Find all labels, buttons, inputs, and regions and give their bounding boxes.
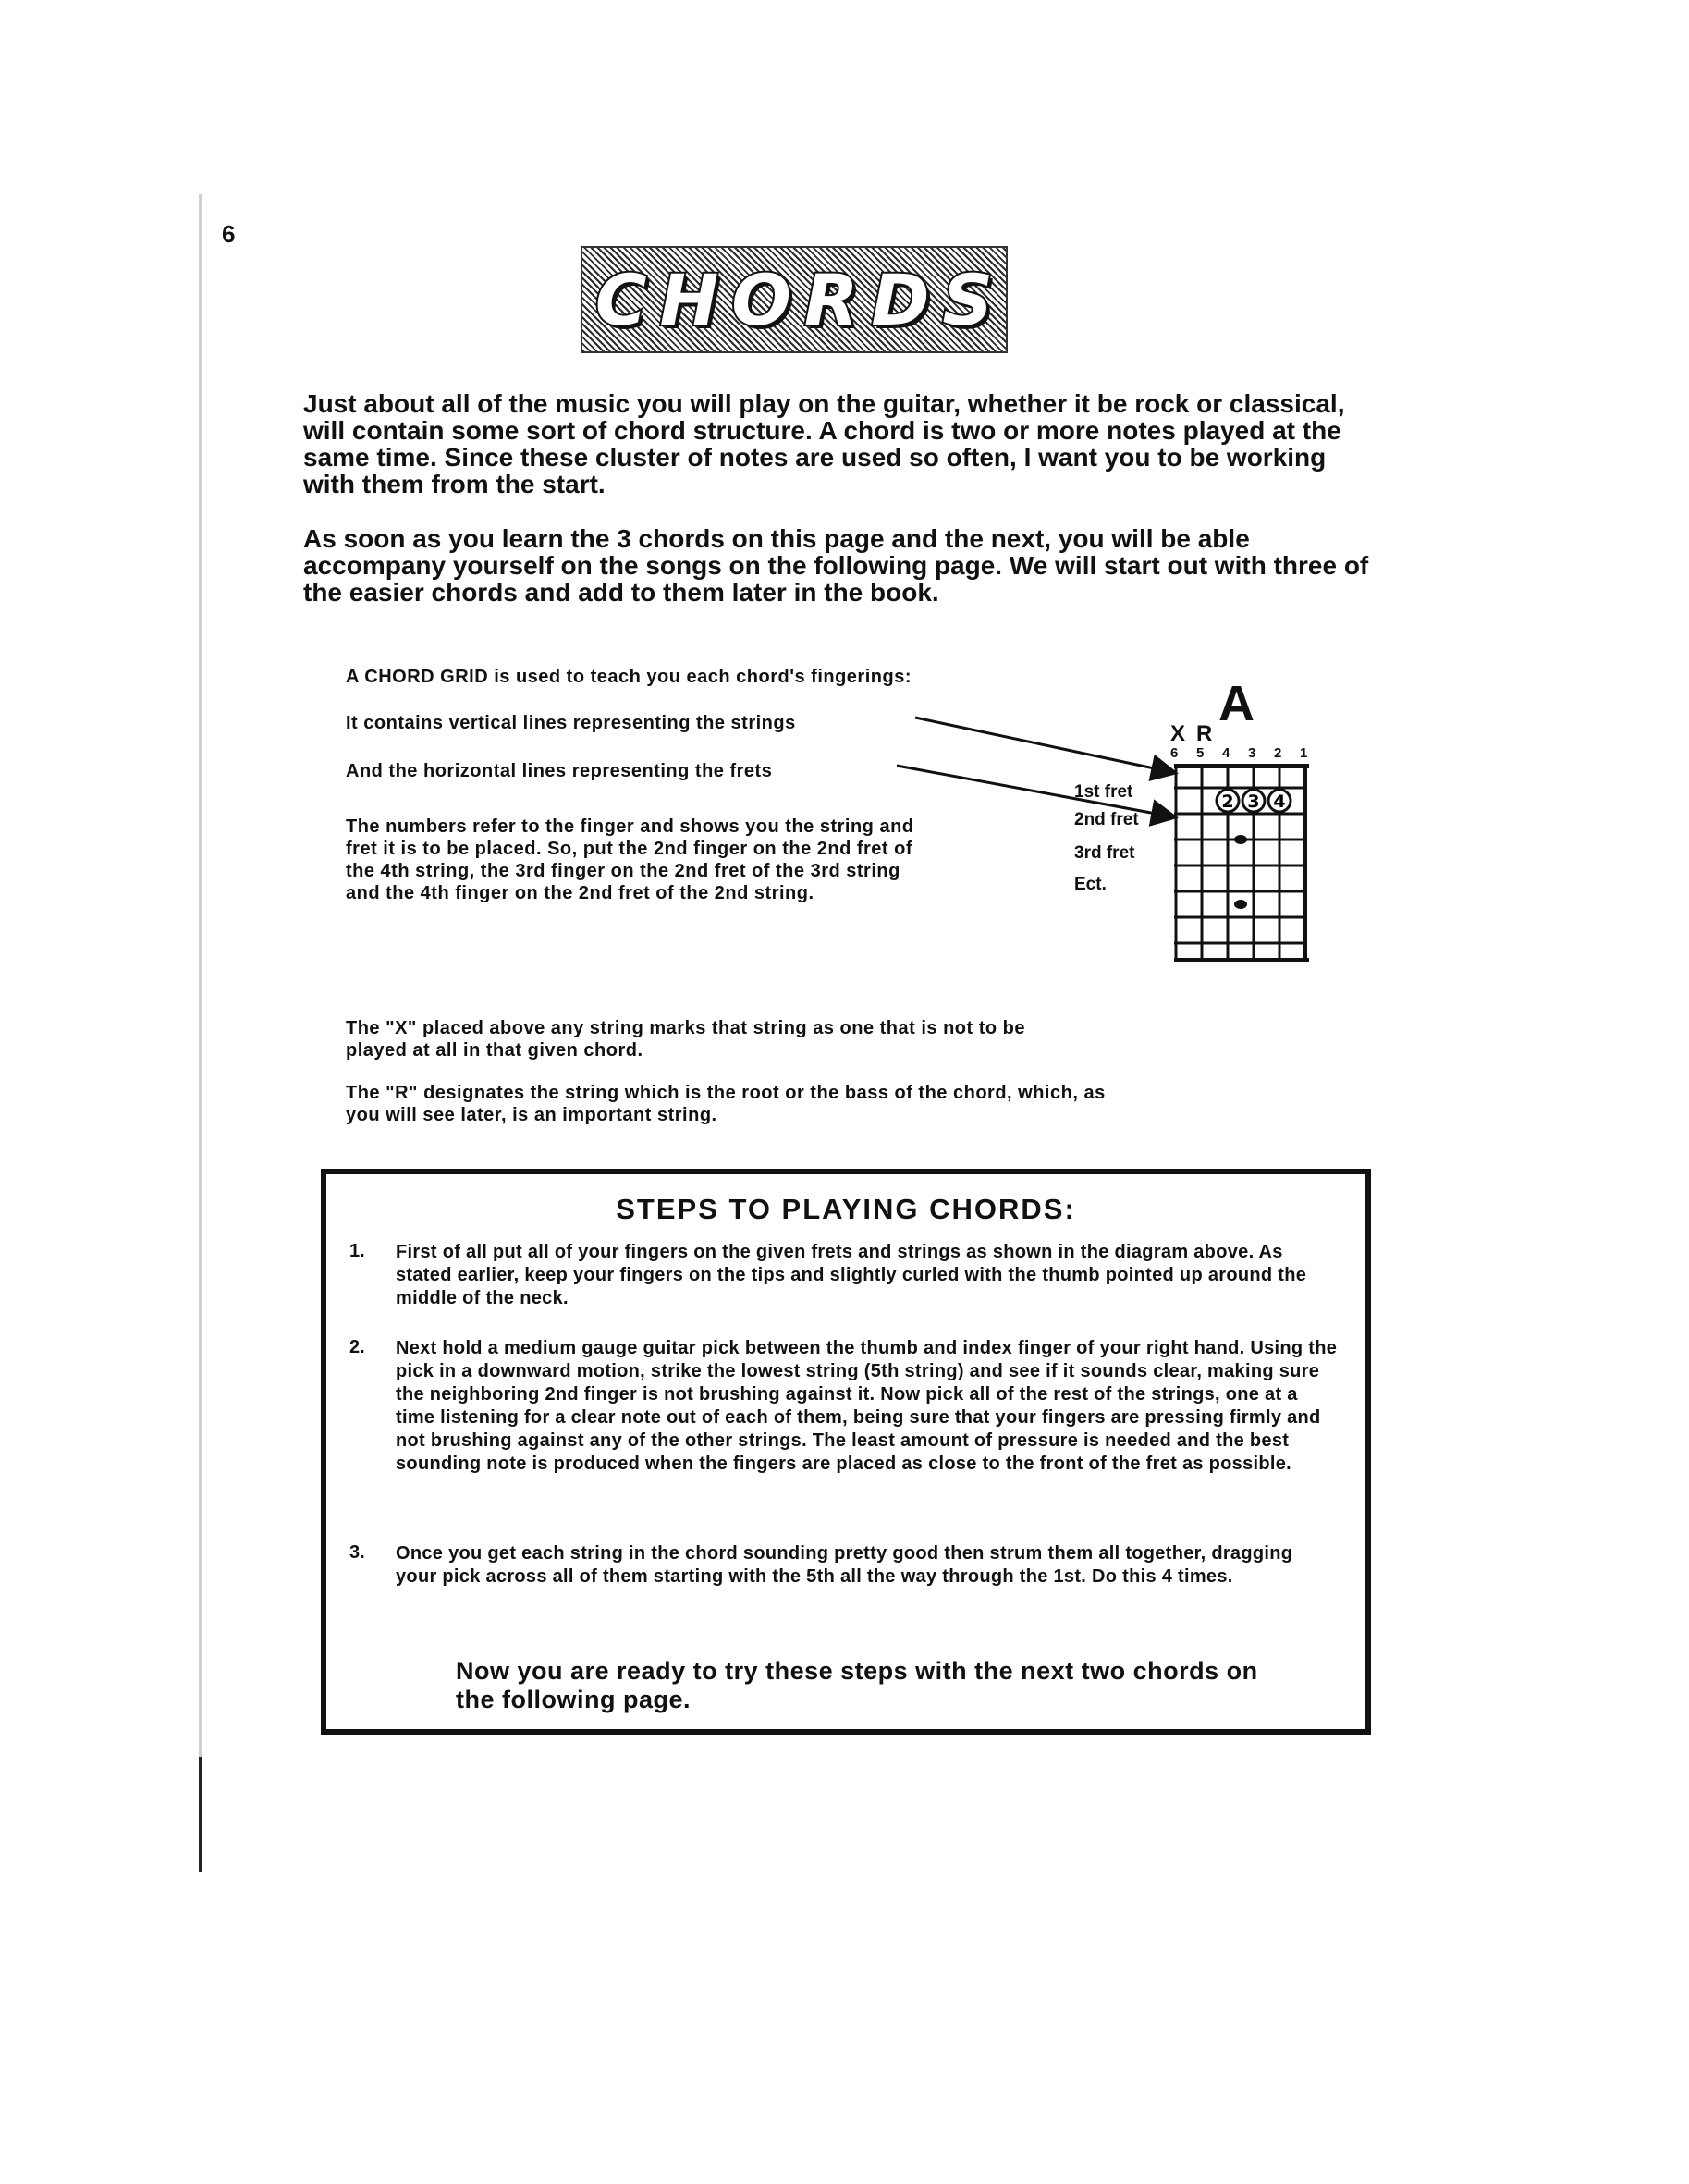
step-number: 2. xyxy=(349,1337,365,1357)
string-number-6: 6 xyxy=(1170,745,1179,761)
string-number-4: 4 xyxy=(1222,745,1230,761)
page-edge-shadow xyxy=(199,1757,202,1872)
muted-string-marker: X xyxy=(1170,721,1186,746)
intro-paragraph-2: As soon as you learn the 3 chords on this page and the next, you will be able accompany yourself on the songs on the following page. We will start out with three of the easier chords and add to them later in the book. xyxy=(303,524,1369,607)
closing-note: Now you are ready to try these steps with the next two chords on the following page. xyxy=(456,1657,1258,1713)
fret-label-1: 1st fret xyxy=(1074,782,1133,802)
finger-number-2: 2 xyxy=(1221,791,1234,812)
string-number-1: 1 xyxy=(1300,745,1308,761)
page-title: CHORDS xyxy=(594,258,1007,341)
strings-arrow xyxy=(915,718,1179,773)
step-text: Once you get each string in the chord sounding pretty good then strum them all together, dragging your pick across all of them starting with the 5th all the way through the 1st. Do this 4 times. xyxy=(396,1543,1293,1587)
steps-box xyxy=(321,1169,1371,1735)
step-text: First of all put all of your fingers on the given frets and strings as shown in the diagram above. As stated earlier, keep your fingers on the tips and slightly curled with the thumb pointed up around the middle of the neck. xyxy=(396,1242,1307,1308)
r-marker-explanation: The "R" designates the string which is the root or the bass of the chord, which, as you will see later, is an important string. xyxy=(346,1083,1106,1125)
fret-dot xyxy=(1234,835,1247,844)
grid-nut xyxy=(1174,764,1309,768)
step-number: 1. xyxy=(349,1241,365,1261)
intro-paragraph-1: Just about all of the music you will play on the guitar, whether it be rock or classical, will contain some sort of chord structure. A chord is two or more notes played at the same time. Since these cluster of notes are used so often, I want you to be working with them from the start. xyxy=(303,389,1345,498)
string-number-5: 5 xyxy=(1196,745,1205,761)
string-number-3: 3 xyxy=(1248,745,1256,761)
fret-label-etc: Ect. xyxy=(1074,875,1107,894)
frets-explanation: And the horizontal lines representing the frets xyxy=(346,761,773,781)
chord-grid-intro: A CHORD GRID is used to teach you each chord's fingerings: xyxy=(346,667,912,687)
chord-grid xyxy=(1174,764,1309,963)
step-number: 3. xyxy=(349,1542,365,1563)
finger-number-4: 4 xyxy=(1273,791,1286,812)
fret-label-2: 2nd fret xyxy=(1074,810,1139,829)
pointer-arrows xyxy=(0,0,1689,1017)
string-number-2: 2 xyxy=(1274,745,1282,761)
page-number: 6 xyxy=(222,220,236,248)
fret-dot xyxy=(1234,900,1247,909)
steps-title: STEPS TO PLAYING CHORDS: xyxy=(616,1193,1076,1225)
fret-label-3: 3rd fret xyxy=(1074,843,1135,863)
numbers-explanation: The numbers refer to the finger and shows you the string and fret it is to be placed. So, put the 2nd finger on the 2nd fret of the 4th string, the 3rd finger on the 2nd fret of the 3rd string and the 4th finger on the 2nd fret of the 2nd string. xyxy=(346,816,914,903)
chord-name: A xyxy=(1218,676,1255,731)
step-text: Next hold a medium gauge guitar pick between the thumb and index finger of your right hand. Using the pick in a downward motion, strike the lowest string (5th string) and see if it sounds clear, making sure the neighboring 2nd finger is not brushing against it. Now pick all of the rest of the strings, one at a time listening for a clear note out of each of them, being sure that your fingers are pressing firmly and not brushing against any of the other strings. The least amount of pressure is needed and the best sounding note is produced when the fingers are placed as close to the front of the fret as possible. xyxy=(396,1338,1338,1474)
finger-number-3: 3 xyxy=(1247,791,1260,812)
strings-explanation: It contains vertical lines representing the strings xyxy=(346,713,796,733)
root-string-marker: R xyxy=(1196,721,1213,746)
x-marker-explanation: The "X" placed above any string marks that string as one that is not to be played at all in that given chord. xyxy=(346,1018,1025,1061)
